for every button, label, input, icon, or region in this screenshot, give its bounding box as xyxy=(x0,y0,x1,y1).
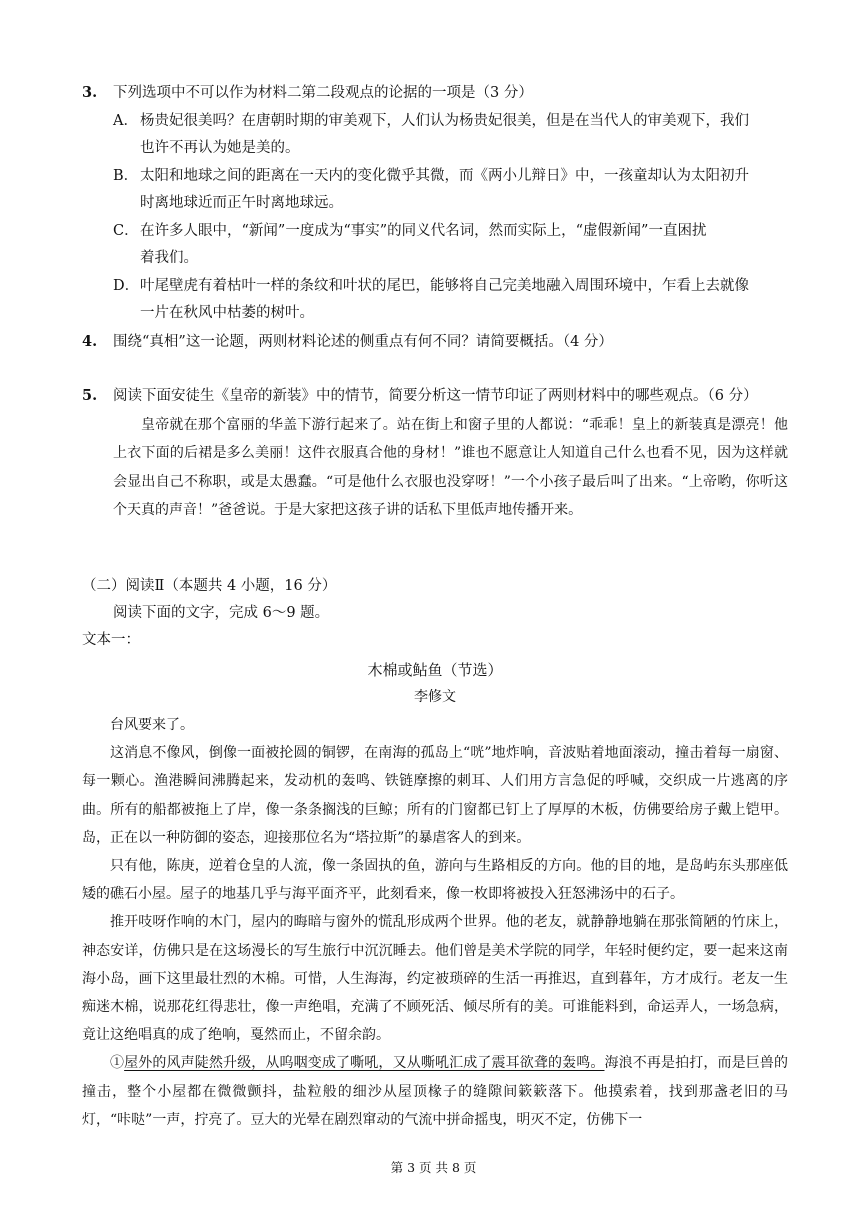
article-body xyxy=(82,711,788,1134)
paragraph-text: 海浪不再是拍打，而是巨兽的撞击，整个小屋都在微微颤抖，盐粒般的细沙从屋顶椽子的缝隙间簌簌落下。他摸索着，找到那盏老旧的马灯，“咔哒”一声，拧亮了。豆大的光晕在剧烈窜动的气流中拼命摇曳，明灭不定，仿佛下一 xyxy=(82,1055,789,1128)
option-letter: A． xyxy=(113,112,138,129)
option-text: 杨贵妃很美吗？在唐朝时期的审美观下，人们认为杨贵妃很美，但是在当代人的审美观下，我们 xyxy=(140,112,749,129)
option-text-continued: 一片在秋风中枯萎的树叶。 xyxy=(140,305,314,321)
option-text-continued: 也许不再认为她是美的。 xyxy=(140,140,300,156)
section-instruction: 阅读下面的文字，完成 6～9 题。 xyxy=(113,605,330,621)
question-5 xyxy=(82,382,788,525)
text-label: 文本一： xyxy=(82,632,140,648)
section-heading: （二）阅读Ⅱ（本题共 4 小题，16 分） xyxy=(82,578,337,594)
option-letter: B． xyxy=(113,167,139,184)
option-text: 太阳和地球之间的距离在一天内的变化微乎其微，而《两小儿辩日》中，一孩童却认为太阳初升 xyxy=(140,167,749,184)
option-letter: C． xyxy=(113,222,139,239)
paragraph: 只有他，陈庚，逆着仓皇的人流，像一条固执的鱼，游向与生路相反的方向。他的目的地，是岛屿东头那座低矮的礁石小屋。屋子的地基几乎与海平面齐平，此刻看来，像一枚即将被投入狂怒沸汤中的石子。 xyxy=(82,858,788,903)
article-author: 李修文 xyxy=(414,689,456,705)
underlined-sentence: 屋外的风声陡然升级，从呜咽变成了嘶吼，又从嘶吼汇成了震耳欲聋的轰鸣。 xyxy=(124,1055,605,1072)
paragraph: 推开吱呀作响的木门，屋内的晦暗与窗外的慌乱形成两个世界。他的老友，就静静地躺在那张简陋的竹床上，神态安详，仿佛只是在这场漫长的写生旅行中沉沉睡去。他们曾是美术学院的同学，年轻时便约定，要一起来这南海小岛，画下这里最壮烈的木棉。可惜，人生海海，约定被琐碎的生活一再推迟，直到暮年，方才成行。老友一生痴迷木棉，说那花红得悲壮，像一声绝唱，充满了不顾死活、倾尽所有的美。可谁能料到，命运弄人，一场急病，竟让这绝唱真的成了绝响，戛然而止，不留余韵。 xyxy=(82,914,788,1044)
question-number: 5. xyxy=(82,387,98,404)
question-number: 4. xyxy=(82,333,98,350)
option-letter: D． xyxy=(113,277,140,294)
story-excerpt: 皇帝就在那个富丽的华盖下游行起来了。站在街上和窗子里的人都说：“乖乖！皇上的新装真是漂亮！他上衣下面的后裙是多么美丽！这件衣服真合他的身材！”谁也不愿意让人知道自己什么也看不见，因为这样就会显出自己不称职，或是太愚蠢。“可是他什么衣服也没穿呀！”一个小孩子最后叫了出来。“上帝哟，你听这个天真的声音！”爸爸说。于是大家把这孩子讲的话私下里低声地传播开来。 xyxy=(113,416,788,518)
option-d xyxy=(82,273,788,301)
paragraph xyxy=(82,1049,788,1134)
question-3 xyxy=(82,79,788,328)
question-number: 3. xyxy=(82,84,98,101)
article xyxy=(82,657,788,1134)
option-b xyxy=(82,163,788,191)
page-number: 第 3 页 共 8 页 xyxy=(390,1160,477,1175)
option-c xyxy=(82,218,788,246)
question-text: 围绕“真相”这一论题，两则材料论述的侧重点有何不同？请简要概括。（4 分） xyxy=(113,334,613,350)
question-text: 阅读下面安徒生《皇帝的新装》中的情节，简要分析这一情节印证了两则材料中的哪些观点。（6 分） xyxy=(113,388,758,404)
section-reading-2 xyxy=(82,573,788,654)
question-3-stem xyxy=(82,79,788,108)
annotation-marker: ① xyxy=(110,1055,125,1072)
question-text: 下列选项中不可以作为材料二第二段观点的论据的一项是（3 分） xyxy=(113,85,533,101)
option-text: 在许多人眼中，“新闻”一度成为“事实”的同义代名词，然而实际上，“虚假新闻”一直困扰 xyxy=(140,222,707,239)
paragraph: 台风要来了。 xyxy=(110,717,194,733)
question-4 xyxy=(82,328,788,357)
option-text-continued: 着我们。 xyxy=(140,250,198,266)
paragraph: 这消息不像风，倒像一面被抡圆的铜锣，在南海的孤岛上“咣”地炸响，音波贴着地面滚动，撞击着每一扇窗、每一颗心。渔港瞬间沸腾起来，发动机的轰鸣、铁链摩擦的刺耳、人们用方言急促的呼喊，交织成一片逃离的序曲。所有的船都被拖上了岸，像一条条搁浅的巨鲸；所有的门窗都已钉上了厚厚的木板，仿佛要给房子戴上铠甲。岛，正在以一种防御的姿态，迎接那位名为“塔拉斯”的暴虐客人的到来。 xyxy=(82,745,788,846)
article-title: 木棉或鲇鱼（节选） xyxy=(367,661,503,679)
option-text-continued: 时离地球近而正午时离地球远。 xyxy=(140,195,343,211)
option-text: 叶尾壁虎有着枯叶一样的条纹和叶状的尾巴，能够将自己完美地融入周围环境中，乍看上去就像 xyxy=(140,277,749,294)
option-a xyxy=(82,108,788,136)
